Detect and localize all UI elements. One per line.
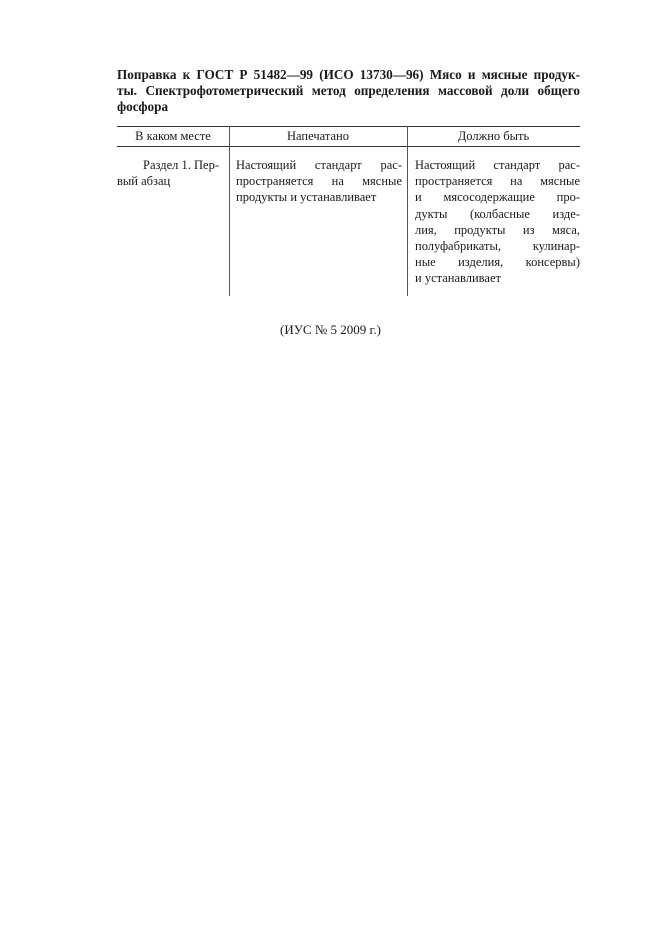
title-line: ты. Спектрофотометрический метод определения массовой доли общего — [117, 83, 580, 98]
cell-line: пространяется на мясные — [236, 174, 402, 189]
cell-line: дукты (колбасные изде- — [415, 206, 580, 221]
cell-location — [117, 157, 223, 189]
cell-line: продукты и устанавливает — [236, 190, 377, 205]
publication-reference: (ИУС № 5 2009 г.) — [280, 322, 381, 337]
cell-line: лия, продукты из мяса, — [415, 222, 580, 237]
column-divider — [229, 126, 230, 296]
cell-line: и мясосодержащие про- — [415, 190, 580, 205]
cell-line: полуфабрикаты, кулинар- — [415, 239, 580, 254]
cell-line: и устанавливает — [415, 271, 501, 286]
header-location: В каком месте — [135, 129, 211, 143]
title-line: Поправка к ГОСТ Р 51482—99 (ИСО 13730—96) Мясо и мясные продук- — [117, 67, 580, 82]
cell-line: Раздел 1. Пер- — [143, 158, 219, 172]
cell-line: пространяется на мясные — [415, 174, 580, 189]
column-divider — [407, 126, 408, 296]
table-top-rule — [117, 126, 580, 127]
cell-line: вый абзац — [117, 174, 171, 189]
cell-line: Настоящий стандарт рас- — [236, 158, 402, 172]
cell-should-be — [415, 157, 580, 287]
amendment-title — [117, 67, 580, 115]
cell-printed — [236, 157, 402, 206]
title-line: фосфора — [117, 99, 169, 114]
header-printed: Напечатано — [287, 129, 349, 143]
cell-line: ные изделия, консервы) — [415, 255, 580, 270]
table-header-rule — [117, 146, 580, 147]
header-should-be: Должно быть — [457, 129, 530, 143]
cell-line: Настоящий стандарт рас- — [415, 158, 580, 172]
